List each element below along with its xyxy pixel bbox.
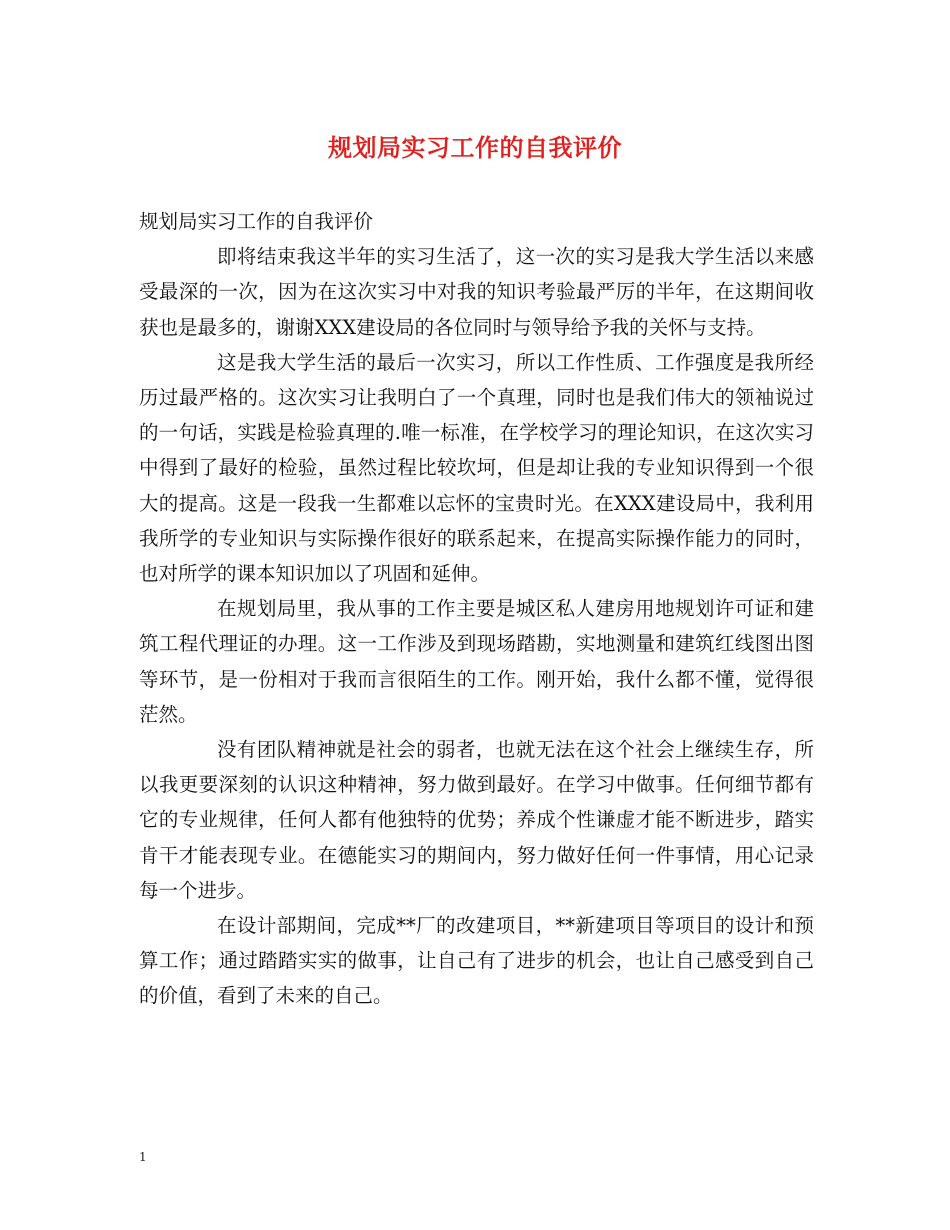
paragraph-3: 在规划局里，我从事的工作主要是城区私人建房用地规划许可证和建筑工程代理证的办理。这一工作涉及到现场踏勘，实地测量和建筑红线图出图等环节，是一份相对于我而言很陌生的工作。刚开始，我什么都不懂，觉得很茫然。 [139,597,814,726]
document-title: 规划局实习工作的自我评价 [328,133,622,162]
paragraph-2: 这是我大学生活的最后一次实习，所以工作性质、工作强度是我所经历过最严格的。这次实习让我明白了一个真理，同时也是我们伟大的领袖说过的一句话，实践是检验真理的.唯一标准，在学校学习的理论知识，在这次实习中得到了最好的检验，虽然过程比较坎坷，但是却让我的专业知识得到一个很大的提高。这是一段我一生都难以忘怀的宝贵时光。在XXX建设局中，我利用我所学的专业知识与实际操作很好的联系起来，在提高实际操作能力的同时，也对所学的课本知识加以了巩固和延伸。 [139,350,814,586]
paragraph-1: 即将结束我这半年的实习生活了，这一次的实习是我大学生活以来感受最深的一次，因为在这次实习中对我的知识考验最严厉的半年，在这期间收获也是最多的，谢谢XXX建设局的各位同时与领导给予我的关怀与支持。 [139,245,814,339]
paragraph-5: 在设计部期间，完成**厂的改建项目，**新建项目等项目的设计和预算工作；通过踏踏实实的做事，让自己有了进步的机会，也让自己感受到自己的价值，看到了未来的自己。 [139,914,814,1008]
page-number: 1 [139,1150,147,1164]
paragraph-4: 没有团队精神就是社会的弱者，也就无法在这个社会上继续生存，所以我更要深刻的认识这种精神，努力做到最好。在学习中做事。任何细节都有它的专业规律，任何人都有他独特的优势；养成个性谦虚才能不断进步，踏实肯干才能表现专业。在德能实习的期间内，努力做好任何一件事情，用心记录每一个进步。 [139,738,814,902]
document-body [139,204,814,1014]
document-subtitle: 规划局实习工作的自我评价 [139,210,374,233]
